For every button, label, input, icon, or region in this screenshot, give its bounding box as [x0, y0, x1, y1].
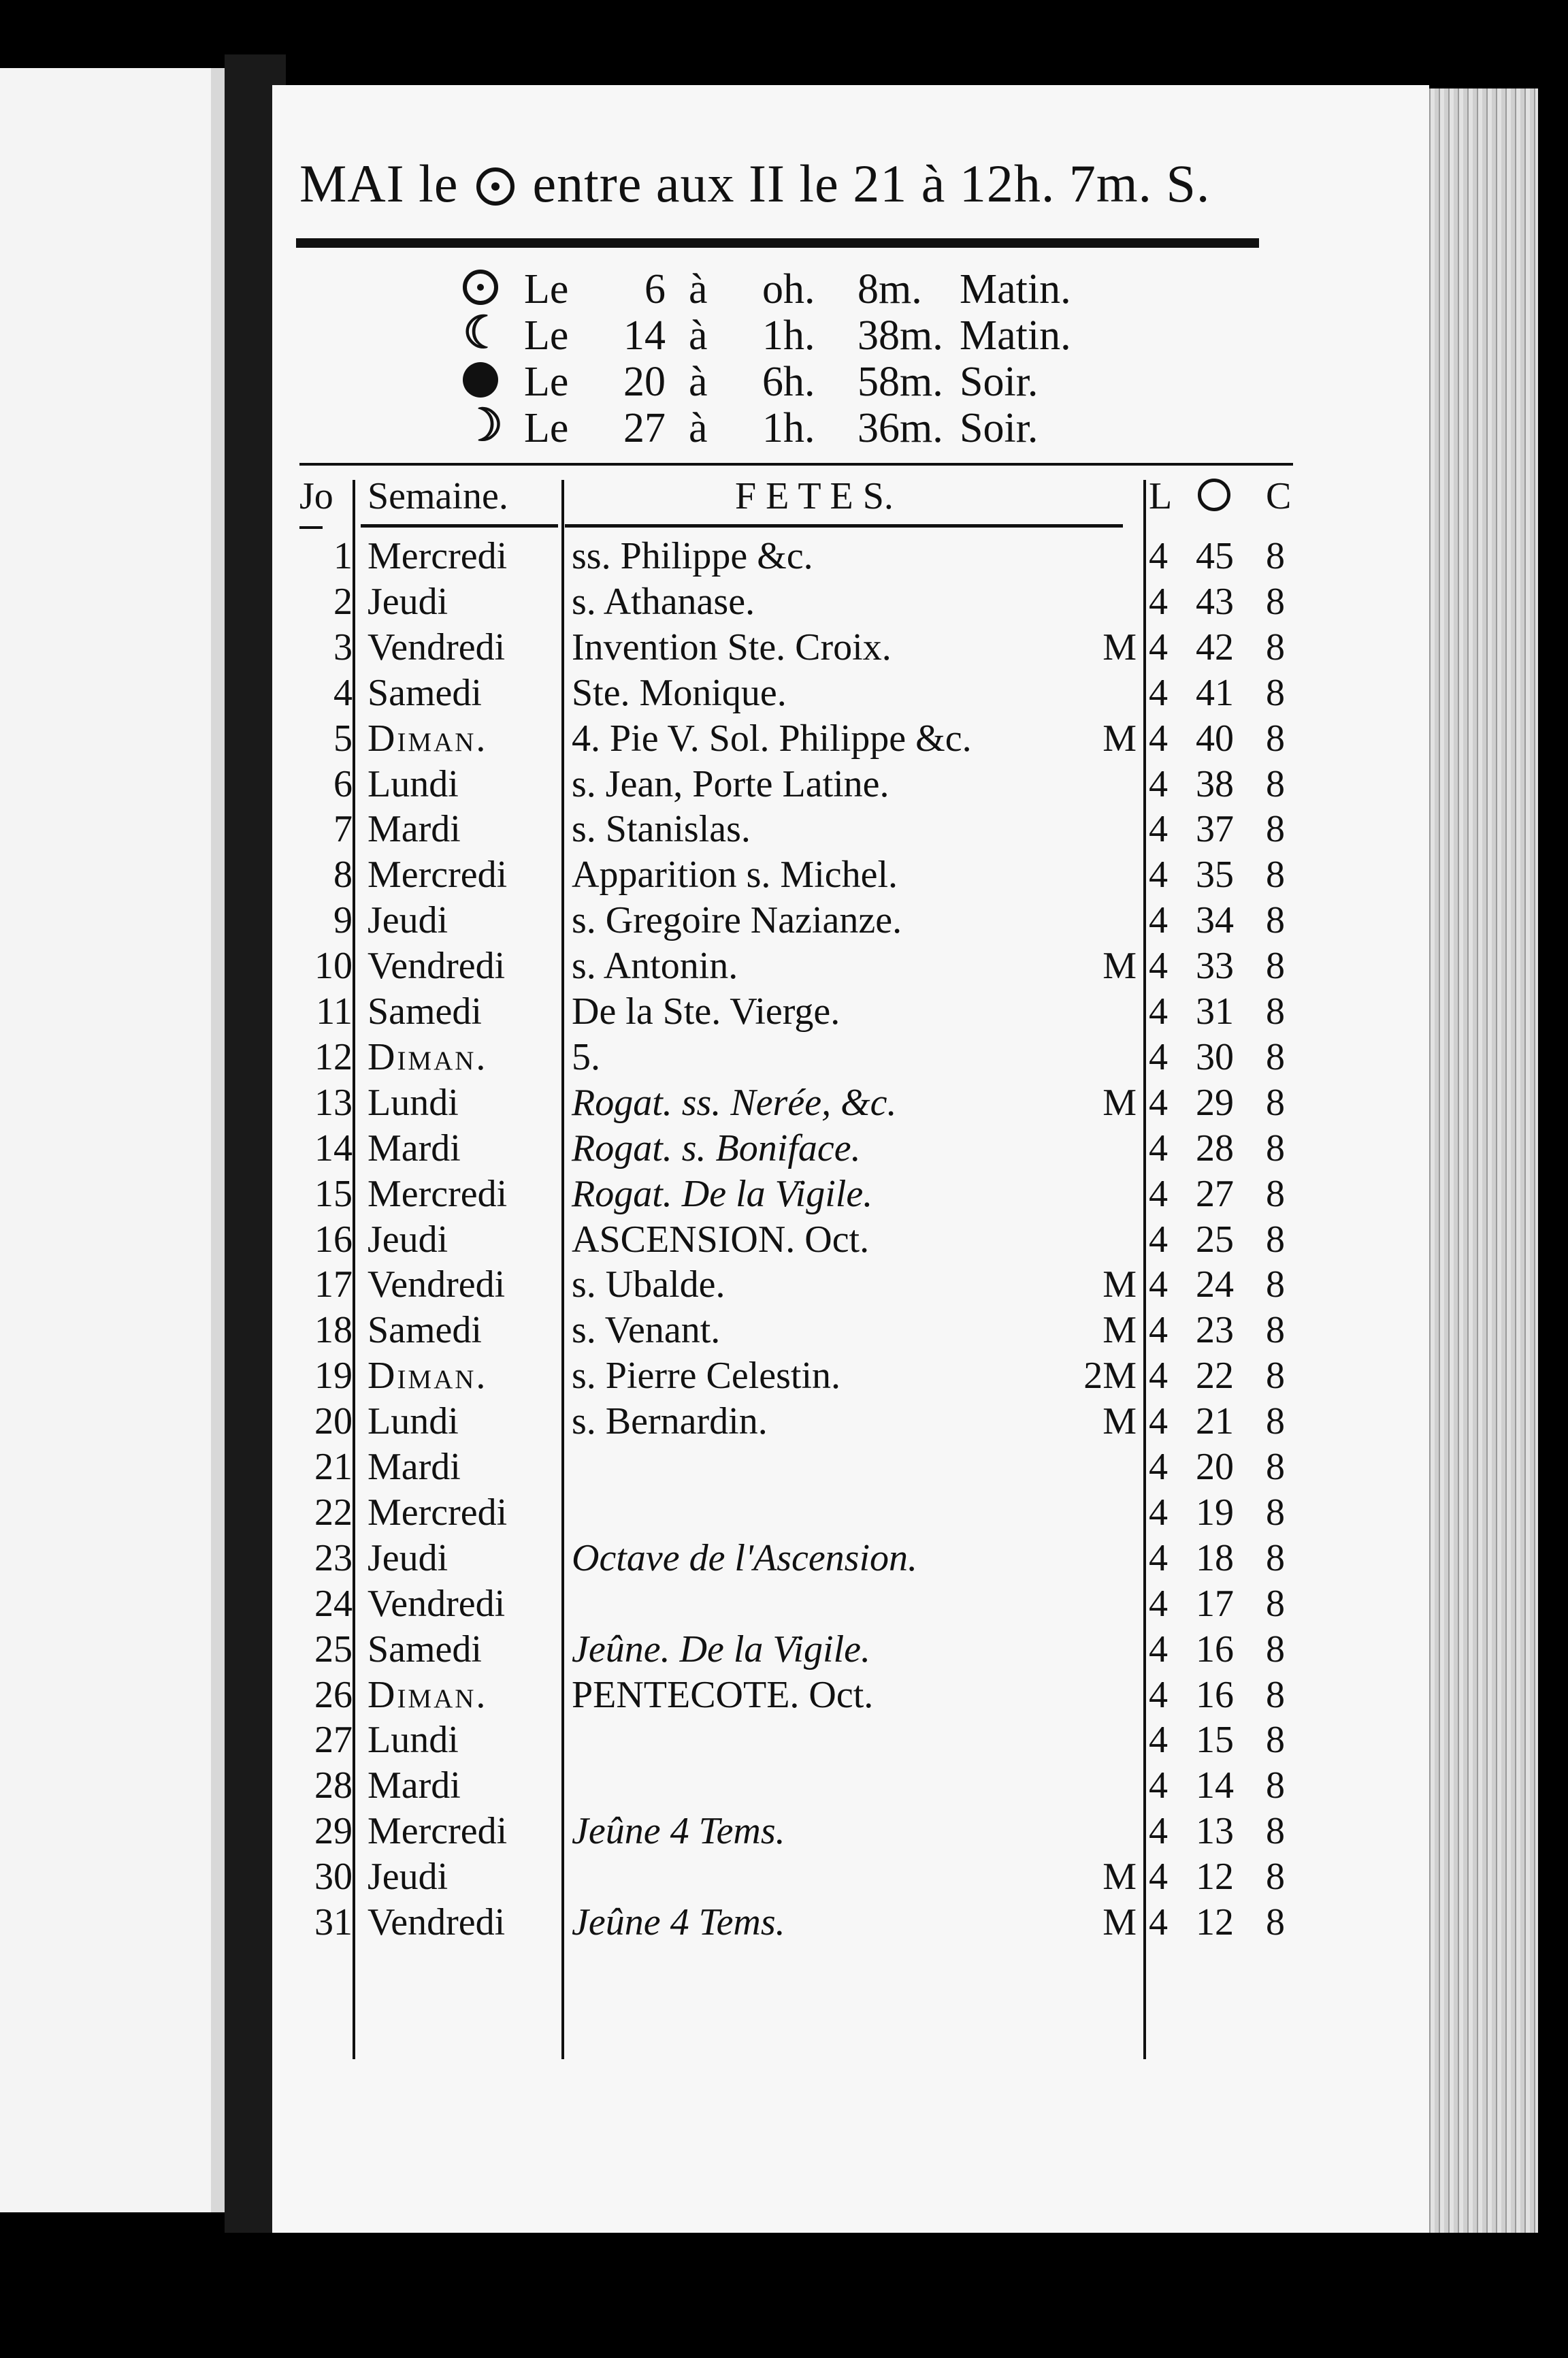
mass-mark: M [1102, 1263, 1137, 1306]
phase-h: 1h. [762, 312, 815, 359]
sunrise-hour: 4 [1149, 854, 1168, 897]
calendar-row [299, 1218, 1293, 1263]
sunset-hour: 8 [1266, 1309, 1285, 1352]
feast: s. Venant. [572, 1309, 721, 1352]
weekday: Jeudi [368, 1218, 448, 1261]
mass-mark: M [1102, 1400, 1137, 1443]
header-fetes: F E T E S. [735, 475, 894, 517]
day-number: 10 [314, 945, 353, 988]
feast: s. Stanislas. [572, 808, 751, 851]
weekday: Samedi [368, 1309, 482, 1352]
sunrise-minute: 21 [1196, 1400, 1234, 1443]
feast: 5. [572, 1035, 600, 1078]
mass-mark: M [1102, 626, 1137, 668]
sunrise-hour: 4 [1149, 1127, 1168, 1169]
sunset-hour: 8 [1266, 535, 1285, 577]
day-number: 16 [314, 1218, 353, 1261]
sunrise-hour: 4 [1149, 1263, 1168, 1306]
weekday: Samedi [368, 671, 482, 714]
sunrise-hour: 4 [1149, 671, 1168, 714]
day-number: 28 [314, 1764, 353, 1807]
mass-mark: M [1102, 1309, 1137, 1352]
left-page-shade [211, 68, 225, 2212]
day-number: 13 [314, 1081, 353, 1124]
sunset-hour: 8 [1266, 854, 1285, 897]
sunrise-hour: 4 [1149, 1810, 1168, 1853]
calendar-row [299, 807, 1293, 852]
day-number: 30 [314, 1856, 353, 1899]
sunrise-minute: 40 [1196, 717, 1234, 760]
page-title [299, 153, 1210, 214]
day-number: 8 [333, 854, 353, 897]
calendar-row [299, 1582, 1293, 1627]
sunrise-minute: 17 [1196, 1582, 1234, 1625]
sunset-hour: 8 [1266, 1446, 1285, 1488]
sunrise-minute: 12 [1196, 1856, 1234, 1899]
sunrise-minute: 38 [1196, 762, 1234, 805]
weekday: Mercredi [368, 535, 508, 577]
day-number: 24 [314, 1582, 353, 1625]
sunset-hour: 8 [1266, 1536, 1285, 1579]
day-number: 25 [314, 1628, 353, 1670]
phase-when: Matin. [960, 266, 1071, 312]
weekday: Vendredi [368, 626, 506, 668]
sunrise-hour: 4 [1149, 1673, 1168, 1716]
calendar-row [299, 853, 1293, 898]
sunrise-minute: 22 [1196, 1355, 1234, 1398]
sunrise-hour: 4 [1149, 945, 1168, 988]
phase-when: Soir. [960, 359, 1039, 405]
title-time: le 21 à 12h. 7m. S. [799, 154, 1211, 213]
jours-underline [299, 526, 323, 529]
feast: 4. Pie V. Sol. Philippe &c. [572, 717, 972, 760]
sunrise-minute: 27 [1196, 1172, 1234, 1215]
day-number: 3 [333, 626, 353, 668]
calendar-row [299, 626, 1293, 671]
weekday: Diman. [368, 1355, 488, 1398]
new-moon-icon [463, 362, 498, 398]
sunrise-minute: 24 [1196, 1263, 1234, 1306]
sunrise-hour: 4 [1149, 1218, 1168, 1261]
sunset-hour: 8 [1266, 899, 1285, 942]
sunrise-hour: 4 [1149, 717, 1168, 760]
calendar-row [299, 1445, 1293, 1490]
sunrise-hour: 4 [1149, 1081, 1168, 1124]
day-number: 27 [314, 1719, 353, 1762]
full-moon-icon [463, 270, 498, 305]
mass-mark: M [1102, 945, 1137, 988]
calendar-row [299, 717, 1293, 762]
phase-day: 27 [623, 405, 666, 451]
sunset-hour: 8 [1266, 1901, 1285, 1943]
day-number: 29 [314, 1810, 353, 1853]
phase-when: Soir. [960, 405, 1039, 451]
gemini-sign: II [748, 154, 785, 213]
feast: Jeûne 4 Tems. [572, 1810, 785, 1853]
sunset-hour: 8 [1266, 1856, 1285, 1899]
sunset-hour: 8 [1266, 1218, 1285, 1261]
feast: s. Pierre Celestin. [572, 1355, 841, 1398]
sunset-hour: 8 [1266, 1628, 1285, 1670]
sunrise-hour: 4 [1149, 1901, 1168, 1943]
weekday: Lundi [368, 1719, 459, 1762]
sunrise-minute: 35 [1196, 854, 1234, 897]
calendar-row [299, 1127, 1293, 1172]
weekday: Lundi [368, 762, 459, 805]
day-number: 20 [314, 1400, 353, 1443]
header-jours: Jo [299, 475, 333, 517]
sunset-hour: 8 [1266, 1810, 1285, 1853]
sunset-hour: 8 [1266, 762, 1285, 805]
sunrise-hour: 4 [1149, 1355, 1168, 1398]
phase-m: 58m. [858, 359, 943, 405]
calendar-row [299, 671, 1293, 716]
feast: Rogat. s. Boniface. [572, 1127, 861, 1169]
sunset-hour: 8 [1266, 1127, 1285, 1169]
sunset-hour: 8 [1266, 626, 1285, 668]
sunset-hour: 8 [1266, 580, 1285, 623]
feast: s. Jean, Porte Latine. [572, 762, 889, 805]
day-number: 19 [314, 1355, 353, 1398]
sunrise-minute: 12 [1196, 1901, 1234, 1943]
day-number: 21 [314, 1446, 353, 1488]
day-number: 15 [314, 1172, 353, 1215]
weekday: Mardi [368, 1446, 461, 1488]
sunrise-minute: 28 [1196, 1127, 1234, 1169]
weekday: Mardi [368, 808, 461, 851]
feast: De la Ste. Vierge. [572, 990, 840, 1033]
sunrise-hour: 4 [1149, 1035, 1168, 1078]
sunset-hour: 8 [1266, 1035, 1285, 1078]
calendar-row [299, 1400, 1293, 1444]
sunrise-hour: 4 [1149, 1764, 1168, 1807]
sunset-hour: 8 [1266, 1081, 1285, 1124]
day-number: 22 [314, 1491, 353, 1534]
day-number: 31 [314, 1901, 353, 1943]
calendar-row [299, 1308, 1293, 1353]
title-month: MAI le [299, 154, 459, 213]
phase-m: 8m. [858, 266, 922, 312]
sunrise-minute: 45 [1196, 535, 1234, 577]
sunrise-minute: 37 [1196, 808, 1234, 851]
feast: s. Gregoire Nazianze. [572, 899, 902, 942]
mass-mark: M [1102, 1901, 1137, 1943]
calendar-row [299, 1764, 1293, 1809]
phase-h: 6h. [762, 359, 815, 405]
sunrise-minute: 43 [1196, 580, 1234, 623]
phase-le: Le [524, 405, 569, 451]
almanac-page [272, 85, 1429, 2233]
sunrise-hour: 4 [1149, 580, 1168, 623]
sunrise-hour: 4 [1149, 1309, 1168, 1352]
feast: Rogat. ss. Nerée, &c. [572, 1081, 897, 1124]
mass-mark: M [1102, 1856, 1137, 1899]
weekday: Vendredi [368, 1582, 506, 1625]
sunrise-hour: 4 [1149, 1536, 1168, 1579]
weekday: Samedi [368, 990, 482, 1033]
feast: Invention Ste. Croix. [572, 626, 892, 668]
sunset-hour: 8 [1266, 1491, 1285, 1534]
day-number: 5 [333, 717, 353, 760]
sunset-hour: 8 [1266, 1582, 1285, 1625]
weekday: Mardi [368, 1764, 461, 1807]
sunrise-minute: 15 [1196, 1719, 1234, 1762]
header-l: L [1149, 475, 1173, 517]
sunrise-minute: 31 [1196, 990, 1234, 1033]
feast: s. Ubalde. [572, 1263, 725, 1306]
mass-mark: 2M [1083, 1355, 1137, 1398]
weekday: Jeudi [368, 1856, 448, 1899]
sunrise-minute: 41 [1196, 671, 1234, 714]
calendar-row [299, 1172, 1293, 1217]
weekday: Vendredi [368, 1263, 506, 1306]
sunrise-hour: 4 [1149, 1582, 1168, 1625]
phase-le: Le [524, 359, 569, 405]
day-number: 14 [314, 1127, 353, 1169]
calendar-row [299, 1354, 1293, 1399]
calendar-row [299, 1491, 1293, 1536]
day-number: 6 [333, 762, 353, 805]
feast: Octave de l'Ascension. [572, 1536, 918, 1579]
weekday: Jeudi [368, 1536, 448, 1579]
phase-a: à [689, 266, 708, 312]
weekday: Mardi [368, 1127, 461, 1169]
day-number: 4 [333, 671, 353, 714]
phase-h: oh. [762, 266, 815, 312]
mass-mark: M [1102, 1081, 1137, 1124]
feast: ss. Philippe &c. [572, 535, 813, 577]
weekday: Mercredi [368, 1491, 508, 1534]
day-number: 7 [333, 808, 353, 851]
sunset-hour: 8 [1266, 1172, 1285, 1215]
calendar-row [299, 1263, 1293, 1308]
day-number: 2 [333, 580, 353, 623]
sunrise-hour: 4 [1149, 1400, 1168, 1443]
weekday: Mercredi [368, 1810, 508, 1853]
weekday: Lundi [368, 1400, 459, 1443]
sunset-hour: 8 [1266, 1764, 1285, 1807]
sunrise-minute: 20 [1196, 1446, 1234, 1488]
header-semaine: Semaine. [368, 475, 508, 517]
page-edges [1416, 88, 1538, 2233]
calendar-row [299, 944, 1293, 989]
first-quarter-icon: ☽ [463, 401, 504, 451]
sunset-hour: 8 [1266, 1355, 1285, 1398]
sunrise-hour: 4 [1149, 990, 1168, 1033]
sunset-hour: 8 [1266, 1400, 1285, 1443]
sunrise-minute: 13 [1196, 1810, 1234, 1853]
day-number: 17 [314, 1263, 353, 1306]
weekday: Jeudi [368, 899, 448, 942]
calendar-row [299, 580, 1293, 625]
calendar-row [299, 1536, 1293, 1581]
weekday: Lundi [368, 1081, 459, 1124]
feast: s. Antonin. [572, 945, 738, 988]
phase-day: 14 [623, 312, 666, 359]
feast: Jeûne. De la Vigile. [572, 1628, 871, 1670]
title-enters: entre aux [532, 154, 735, 213]
weekday: Mercredi [368, 854, 508, 897]
sunrise-hour: 4 [1149, 1628, 1168, 1670]
left-facing-page [0, 68, 225, 2212]
feast: Ste. Monique. [572, 671, 787, 714]
sunrise-hour: 4 [1149, 535, 1168, 577]
calendar-row [299, 1035, 1293, 1080]
feast: Apparition s. Michel. [572, 854, 898, 897]
sunrise-minute: 16 [1196, 1673, 1234, 1716]
header-sun-icon [1198, 479, 1230, 511]
fetes-underline [565, 524, 1123, 528]
calendar-row [299, 990, 1293, 1035]
sunrise-hour: 4 [1149, 1446, 1168, 1488]
calendar-row [299, 762, 1293, 807]
sunset-hour: 8 [1266, 808, 1285, 851]
phase-day: 6 [644, 266, 666, 312]
day-number: 9 [333, 899, 353, 942]
phase-m: 36m. [858, 405, 943, 451]
weekday: Diman. [368, 717, 488, 760]
calendar-row [299, 534, 1293, 579]
sunset-hour: 8 [1266, 1673, 1285, 1716]
phase-when: Matin. [960, 312, 1071, 359]
sunrise-hour: 4 [1149, 1491, 1168, 1534]
sunrise-minute: 16 [1196, 1628, 1234, 1670]
phase-a: à [689, 312, 708, 359]
day-number: 26 [314, 1673, 353, 1716]
day-number: 23 [314, 1536, 353, 1579]
sunset-hour: 8 [1266, 671, 1285, 714]
semaine-underline [361, 524, 558, 528]
calendar-row [299, 1718, 1293, 1763]
day-number: 18 [314, 1309, 353, 1352]
phase-day: 20 [623, 359, 666, 405]
calendar-row [299, 1673, 1293, 1718]
weekday: Diman. [368, 1673, 488, 1716]
feast: Jeûne 4 Tems. [572, 1901, 785, 1943]
feast: s. Athanase. [572, 580, 755, 623]
phase-a: à [689, 359, 708, 405]
feast: Rogat. De la Vigile. [572, 1172, 873, 1215]
phase-a: à [689, 405, 708, 451]
sunrise-hour: 4 [1149, 808, 1168, 851]
sunrise-minute: 29 [1196, 1081, 1234, 1124]
mass-mark: M [1102, 717, 1137, 760]
sunset-hour: 8 [1266, 1719, 1285, 1762]
sunrise-minute: 18 [1196, 1536, 1234, 1579]
calendar-row [299, 1628, 1293, 1673]
weekday: Vendredi [368, 945, 506, 988]
sunrise-minute: 25 [1196, 1218, 1234, 1261]
sun-icon [476, 167, 514, 206]
title-rule [296, 238, 1259, 248]
sunrise-minute: 19 [1196, 1491, 1234, 1534]
feast: ASCENSION. Oct. [572, 1218, 870, 1261]
calendar-row [299, 1855, 1293, 1900]
weekday: Vendredi [368, 1901, 506, 1943]
last-quarter-icon: ☾ [463, 308, 504, 358]
weekday: Jeudi [368, 580, 448, 623]
day-number: 1 [333, 535, 353, 577]
phase-le: Le [524, 312, 569, 359]
phase-le: Le [524, 266, 569, 312]
sunrise-minute: 23 [1196, 1309, 1234, 1352]
weekday: Samedi [368, 1628, 482, 1670]
sunrise-minute: 30 [1196, 1035, 1234, 1078]
sunrise-hour: 4 [1149, 1172, 1168, 1215]
calendar-row [299, 1081, 1293, 1126]
sunset-hour: 8 [1266, 990, 1285, 1033]
sunrise-hour: 4 [1149, 626, 1168, 668]
phase-m: 38m. [858, 312, 943, 359]
sunset-hour: 8 [1266, 1263, 1285, 1306]
sunrise-minute: 42 [1196, 626, 1234, 668]
feast: PENTECOTE. Oct. [572, 1673, 874, 1716]
weekday: Mercredi [368, 1172, 508, 1215]
sunset-hour: 8 [1266, 717, 1285, 760]
sunrise-hour: 4 [1149, 899, 1168, 942]
sunrise-hour: 4 [1149, 1719, 1168, 1762]
header-c: C [1266, 475, 1292, 517]
day-number: 11 [316, 990, 353, 1033]
sunrise-hour: 4 [1149, 1856, 1168, 1899]
calendar-row [299, 899, 1293, 943]
sunrise-hour: 4 [1149, 762, 1168, 805]
sunrise-minute: 34 [1196, 899, 1234, 942]
weekday: Diman. [368, 1035, 488, 1078]
calendar-row [299, 1901, 1293, 1945]
sunset-hour: 8 [1266, 945, 1285, 988]
sunrise-minute: 14 [1196, 1764, 1234, 1807]
feast: s. Bernardin. [572, 1400, 768, 1443]
phase-h: 1h. [762, 405, 815, 451]
day-number: 12 [314, 1035, 353, 1078]
table-top-rule [299, 463, 1293, 466]
calendar-row [299, 1809, 1293, 1854]
sunrise-minute: 33 [1196, 945, 1234, 988]
